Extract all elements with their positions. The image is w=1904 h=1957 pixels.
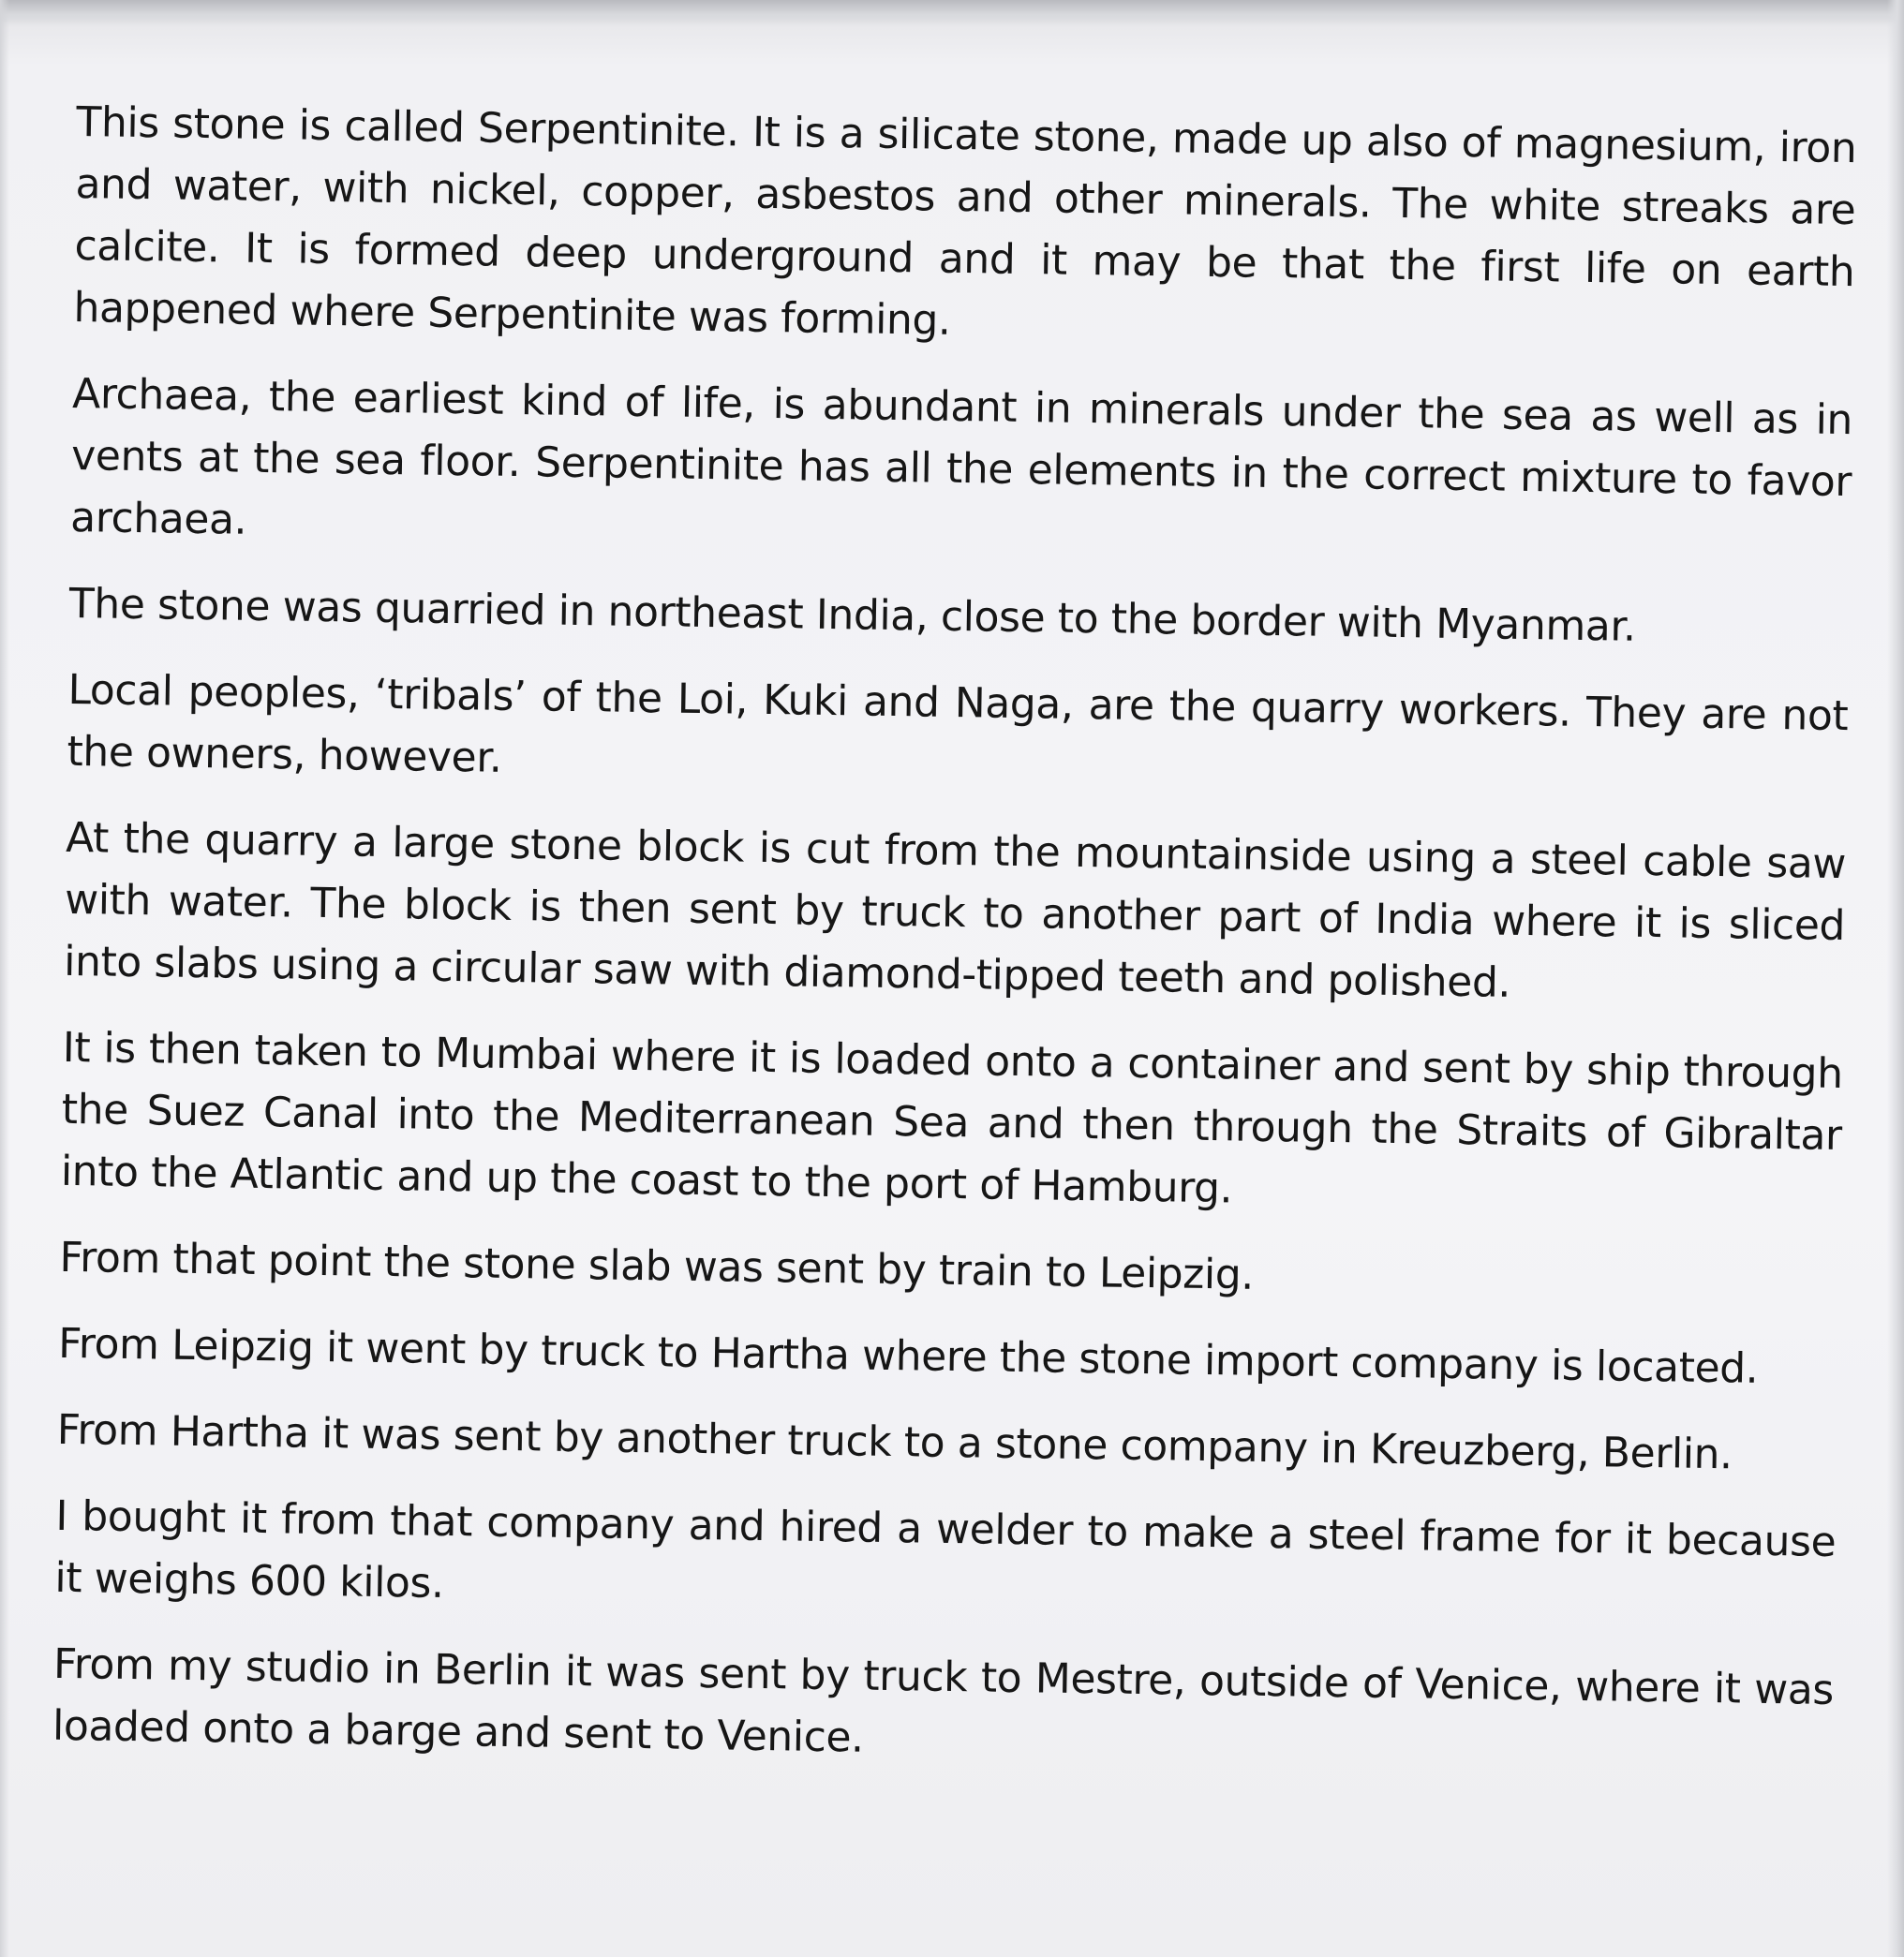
paragraph-truck-berlin: From Hartha it was sent by another truck to a stone company in Kreuzberg, Berlin. [56,1405,1733,1479]
paragraph-shipping-route: It is then taken to Mumbai where it is loaded onto a container and sent by ship through the Suez Canal into the Mediterranean Sea and then through the Straits of Gibraltar into the Atlantic and up the coast to the port of Hamburg. [60,1023,1844,1213]
paragraph-train-leipzig: From that point the stone slab was sent by train to Leipzig. [59,1233,1255,1299]
frame-edge-right [1887,0,1904,1957]
paragraph-quarry-process: At the quarry a large stone block is cut from the mountainside using a steel cable saw with water. The block is then sent by truck to another part of India where it is sliced into slabs using a circular saw with diamond-tipped teeth and polished. [63,813,1847,1007]
paragraph-archaea: Archaea, the earliest kind of life, is abundant in minerals under the sea as well as in vents at the sea floor. Serpentinite has all the elements in the correct mixture to favor archaea. [69,369,1853,544]
text-body [50,92,1857,1954]
paragraph-quarry-workers: Local peoples, ‘tribals’ of the Loi, Kuki and Naga, are the quarry workers. They are not the owners, however. [67,665,1849,782]
paragraph-quarry-location: The stone was quarried in northeast India, close to the border with Myanmar. [68,579,1637,651]
paragraph-serpentinite-description: This stone is called Serpentinite. It is a silicate stone, made up also of magnesium, iron and water, with nickel, copper, asbestos and other minerals. The white streaks are calcite. It is formed deep underground and it may be that the first life on earth happened where Serpentinite was forming. [73,97,1857,345]
paragraph-purchase-frame: I bought it from that company and hired a welder to make a steel frame for it because it weighs 600 kilos. [54,1491,1837,1608]
paragraph-venice-transport: From my studio in Berlin it was sent by truck to Mestre, outside of Venice, where it was loaded onto a barge and sent to Venice. [52,1639,1835,1762]
paragraph-truck-hartha: From Leipzig it went by truck to Hartha where the stone import company is located. [57,1319,1759,1393]
frame-edge-top [0,0,1904,24]
frame-edge-left [0,0,9,1957]
